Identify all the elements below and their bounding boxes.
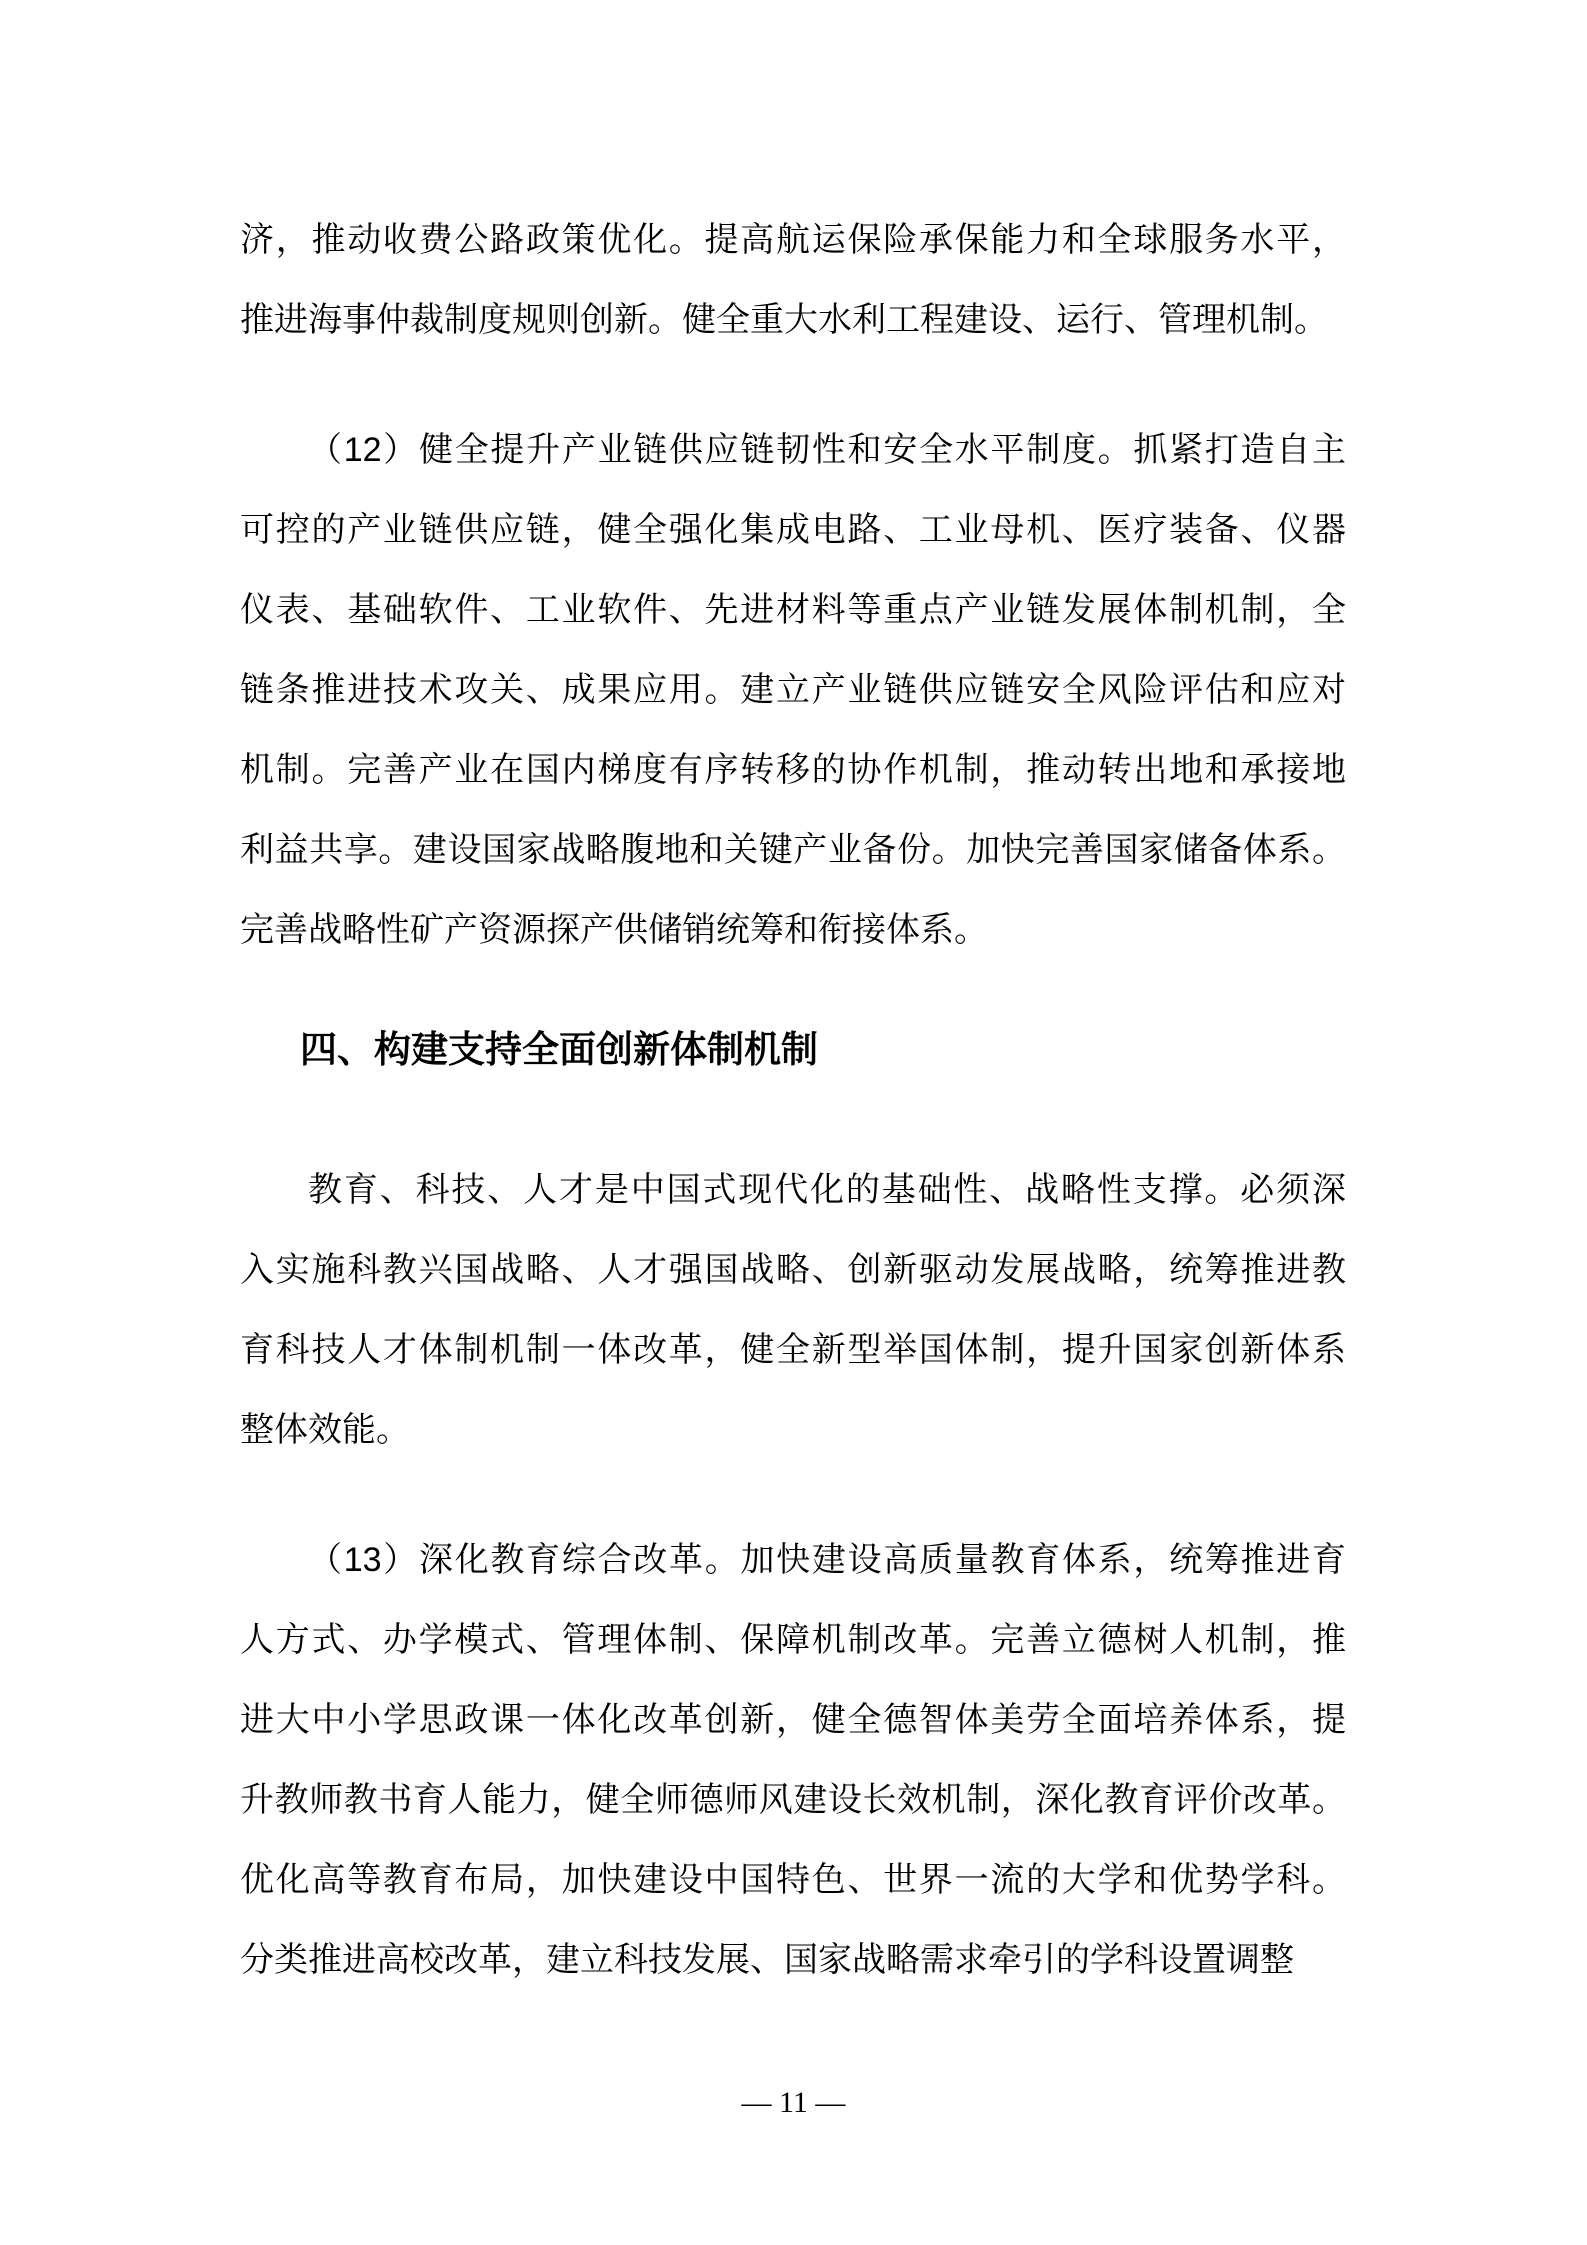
page-number: — 11 — (741, 2086, 846, 2119)
body-line: 利益共享。建设国家战略腹地和关键产业备份。加快完善国家储备体系。 (240, 831, 1346, 869)
body-line: 人方式、办学模式、管理体制、保障机制改革。完善立德树人机制，推 (240, 1621, 1346, 1659)
body-line: （13）深化教育综合改革。加快建设高质量教育体系，统筹推进育 (308, 1541, 1346, 1579)
paragraph (240, 1150, 1346, 1470)
text-body (240, 200, 1346, 2000)
paragraph (240, 200, 1346, 360)
body-line: 整体效能。 (240, 1411, 410, 1449)
body-line: 优化高等教育布局，加快建设中国特色、世界一流的大学和优势学科。 (240, 1861, 1346, 1899)
body-line: 济，推动收费公路政策优化。提高航运保险承保能力和全球服务水平， (240, 221, 1346, 259)
section-heading: 四、构建支持全面创新体制机制 (300, 1029, 818, 1070)
body-line: 可控的产业链供应链，健全强化集成电路、工业母机、医疗装备、仪器 (240, 511, 1346, 549)
body-line: 升教师教书育人能力，健全师德师风建设长效机制，深化教育评价改革。 (240, 1781, 1346, 1819)
body-line: （12）健全提升产业链供应链韧性和安全水平制度。抓紧打造自主 (308, 431, 1346, 469)
paragraph (240, 1520, 1346, 2000)
body-line: 完善战略性矿产资源探产供储销统筹和衔接体系。 (240, 911, 988, 949)
body-line: 仪表、基础软件、工业软件、先进材料等重点产业链发展体制机制，全 (240, 591, 1346, 629)
body-line: 机制。完善产业在国内梯度有序转移的协作机制，推动转出地和承接地 (240, 751, 1346, 789)
body-line: 入实施科教兴国战略、人才强国战略、创新驱动发展战略，统筹推进教 (240, 1251, 1346, 1289)
body-line: 进大中小学思政课一体化改革创新，健全德智体美劳全面培养体系，提 (240, 1701, 1346, 1739)
body-line: 教育、科技、人才是中国式现代化的基础性、战略性支撑。必须深 (308, 1171, 1346, 1209)
body-line: 推进海事仲裁制度规则创新。健全重大水利工程建设、运行、管理机制。 (240, 301, 1328, 339)
paragraph (240, 410, 1346, 970)
body-line: 育科技人才体制机制一体改革，健全新型举国体制，提升国家创新体系 (240, 1331, 1346, 1369)
body-line: 分类推进高校改革，建立科技发展、国家战略需求牵引的学科设置调整 (240, 1941, 1294, 1979)
body-line: 链条推进技术攻关、成果应用。建立产业链供应链安全风险评估和应对 (240, 671, 1346, 709)
